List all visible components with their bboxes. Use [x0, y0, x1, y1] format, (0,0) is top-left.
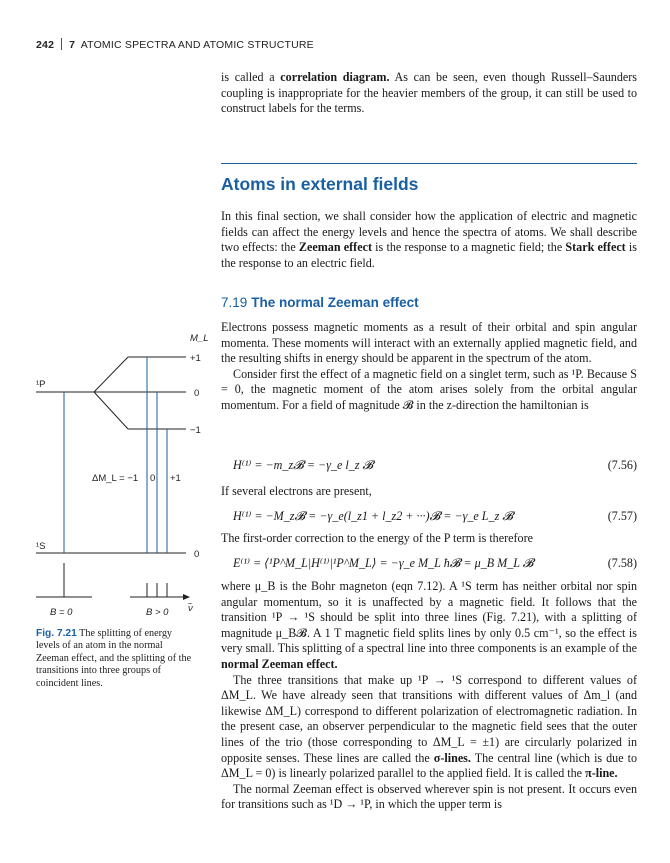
zeeman-diagram [30, 325, 210, 625]
paragraph-1: Electrons possess magnetic moments as a result of their orbital and spin angular momenta. These moments will interact with an externally applied magnetic field, and the resulting shifts in energy should be apparent in the spectrum of the atom. [221, 320, 637, 366]
section-intro [221, 209, 637, 271]
section-intro-b: is the response to a magnetic field; the [371, 240, 566, 255]
correlation-diagram-term: correlation diagram. [280, 70, 390, 84]
paragraph-3-wrap [221, 484, 637, 500]
equation-7-56 [221, 458, 637, 474]
split-line-down [94, 392, 128, 429]
subsection-p5-p7 [221, 579, 637, 813]
paragraph-2: Consider first the effect of a magnetic field on a singlet term, such as ¹P. Because S = 0, the magnetic moment of the atom arises solely from the orbital angular momentum. For a field of magnitude 𝓑 in the z-direction the hamiltonian is [221, 366, 637, 412]
subsection-title [221, 295, 419, 310]
paragraph-3: If several electrons are present, [221, 484, 372, 498]
paragraph-6 [221, 673, 637, 782]
chapter-number: 7 [69, 39, 76, 51]
equation-number: (7.57) [607, 509, 637, 523]
intro-text-a: is called a [221, 70, 281, 84]
paragraph-4: The first-order correction to the energy of the P term is therefore [221, 531, 533, 545]
caption-label: Fig. 7.21 [36, 628, 77, 639]
delta-plus-label: +1 [170, 473, 181, 484]
zeeman-term: Zeeman effect [298, 240, 372, 255]
caption-text: The splitting of energy levels of an atom in the normal Zeeman effect, and the splitting of the transitions into three groups of coincident lines. [36, 628, 192, 689]
header-divider [61, 38, 62, 50]
equation-7-58 [221, 556, 637, 572]
figure-caption [36, 628, 194, 690]
subsection-number: 7.19 [221, 295, 248, 310]
paragraph-5 [221, 579, 637, 673]
subsection-p1-p2 [221, 320, 637, 414]
section-title: Atoms in external fields [221, 174, 419, 194]
ml-plus-label: +1 [190, 353, 201, 364]
paragraph-7: The normal Zeeman effect is observed wherever spin is not present. It occurs even for transitions such as ¹D → ¹P, in which the upper term is [221, 781, 637, 812]
equation-expr: E⁽¹⁾ = ⟨¹P^M_L|H⁽¹⁾|¹P^M_L⟩ = −γ_e M_L ħ𝓑 = μ_B M_L 𝓑 [233, 556, 534, 570]
wavenumber-label: ν̃ [188, 603, 193, 614]
wavenumber-arrow-icon [183, 594, 190, 600]
delta-ml-label: ΔM_L = −1 [92, 473, 139, 484]
stark-term: Stark effect [565, 240, 626, 255]
chapter-title: ATOMIC SPECTRA AND ATOMIC STRUCTURE [80, 39, 314, 51]
intro-text-b: As can be seen, even though Russell–Saunders coupling is inappropriate for the heavier members of the group, it can still be used to construct labels for the terms. [221, 70, 637, 116]
upper-term-label: ¹P [36, 379, 46, 390]
lower-ml-label: 0 [194, 549, 200, 560]
normal-zeeman-term: normal Zeeman effect. [221, 656, 338, 671]
equation-number: (7.58) [607, 556, 637, 570]
ml-minus-label: −1 [190, 425, 201, 436]
delta-zero-label: 0 [150, 473, 156, 484]
equation-7-57 [221, 509, 637, 525]
equation-expr: H⁽¹⁾ = −M_z𝓑 = −γ_e(l_z1 + l_z2 + ···)𝓑 = −γ_e L_z 𝓑 [233, 509, 513, 523]
intro-paragraph [221, 70, 637, 117]
equation-expr: H⁽¹⁾ = −m_z𝓑 = −γ_e l_z 𝓑 [233, 458, 374, 472]
b-zero-label: B = 0 [50, 607, 73, 618]
paragraph-4-wrap [221, 531, 637, 547]
lower-term-label: ¹S [36, 541, 46, 552]
section-intro-a: In this final section, we shall consider how the application of electric and magnetic fields can affect the energy levels and hence the spectra of atoms. We shall describe two effects: the [221, 209, 637, 255]
paragraph-5-text: where μ_B is the Bohr magneton (eqn 7.12). A ¹S term has neither orbital nor spin angular momentum, so it is unaffected by a magnetic field. It follows that the transition ¹P → ¹S should be split into three lines (Fig. 7.21), with a splitting of magnitude μ_B𝓑. A 1 T magnetic field splits lines by only 0.5 cm⁻¹, so the effect is very small. This splitting of a spectral line into three components is an example of the [221, 579, 637, 656]
equation-number: (7.56) [607, 458, 637, 472]
section-rule [221, 163, 637, 164]
pi-line-term: π-line. [585, 766, 618, 781]
ml-header: M_L [190, 333, 209, 344]
ml-zero-label: 0 [194, 388, 200, 399]
section-intro-c: is the response to an electric field. [221, 240, 637, 270]
sigma-lines-term: σ-lines. [433, 750, 471, 765]
running-header [36, 38, 314, 51]
paragraph-6-a: The three transitions that make up ¹P → ¹S correspond to different values of ΔM_L. We have already seen that transitions with different values of Δm_l (and likewise ΔM_L) correspond to different polarization of electromagnetic radiation. In the present case, an observer perpendicular to the magnetic field sees that the outer lines of the trio (those corresponding to ΔM_L = ±1) are circularly polarized in opposite senses. These lines are called the [221, 672, 637, 765]
page-number: 242 [36, 39, 55, 51]
split-line-up [94, 357, 128, 392]
subsection-title-text: The normal Zeeman effect [251, 295, 419, 310]
b-positive-label: B > 0 [146, 607, 169, 618]
paragraph-6-b: The central line (which is due to ΔM_L = 0) is linearly polarized parallel to the applied field. It is called the [221, 750, 637, 781]
